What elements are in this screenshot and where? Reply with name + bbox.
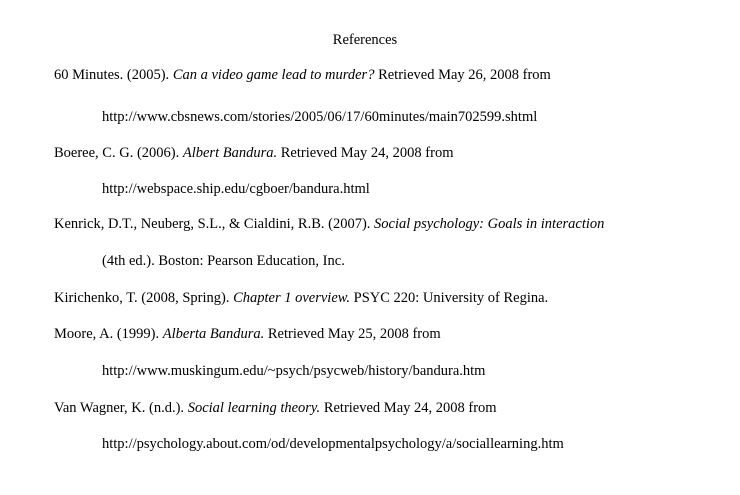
reference-entry-kenrick [54, 215, 604, 233]
reference-entry-kirichenko [54, 289, 548, 307]
reference-title: Chapter 1 overview. [233, 290, 350, 306]
reference-text: Moore, A. (1999). [54, 326, 163, 342]
reference-text: Kirichenko, T. (2008, Spring). [54, 290, 234, 306]
reference-text: Retrieved May 24, 2008 from [320, 400, 497, 416]
reference-url: http://www.cbsnews.com/stories/2005/06/17/60minutes/main702599.shtml [102, 109, 538, 125]
reference-title: Social psychology: Goals in interaction [374, 216, 605, 232]
reference-entry-van-wagner [54, 399, 497, 417]
reference-text: Boeree, C. G. (2006). [54, 145, 183, 161]
reference-title: Can a video game lead to murder? [172, 67, 375, 83]
reference-text: PSYC 220: University of Regina. [350, 290, 549, 306]
reference-url: http://www.muskingum.edu/~psych/psycweb/history/bandura.htm [102, 363, 486, 379]
reference-text: Retrieved May 25, 2008 from [264, 326, 441, 342]
reference-text: Retrieved May 24, 2008 from [277, 145, 454, 161]
reference-entry-boeree [54, 144, 454, 162]
reference-text: Retrieved May 26, 2008 from [374, 67, 551, 83]
reference-text: Van Wagner, K. (n.d.). [54, 400, 188, 416]
reference-entry-moore [54, 325, 441, 343]
reference-url: http://psychology.about.com/od/developmentalpsychology/a/sociallearning.htm [102, 436, 564, 452]
references-heading: References [332, 32, 398, 48]
reference-url: http://webspace.ship.edu/cgboer/bandura.html [102, 181, 370, 197]
reference-entry-60-minutes [54, 66, 551, 84]
reference-title: Alberta Bandura. [162, 326, 265, 342]
reference-continuation: (4th ed.). Boston: Pearson Education, Inc. [102, 253, 345, 269]
reference-title: Albert Bandura. [182, 145, 278, 161]
reference-text: 60 Minutes. (2005). [54, 67, 173, 83]
reference-text: Kenrick, D.T., Neuberg, S.L., & Cialdini, R.B. (2007). [54, 216, 375, 232]
reference-title: Social learning theory. [187, 400, 321, 416]
